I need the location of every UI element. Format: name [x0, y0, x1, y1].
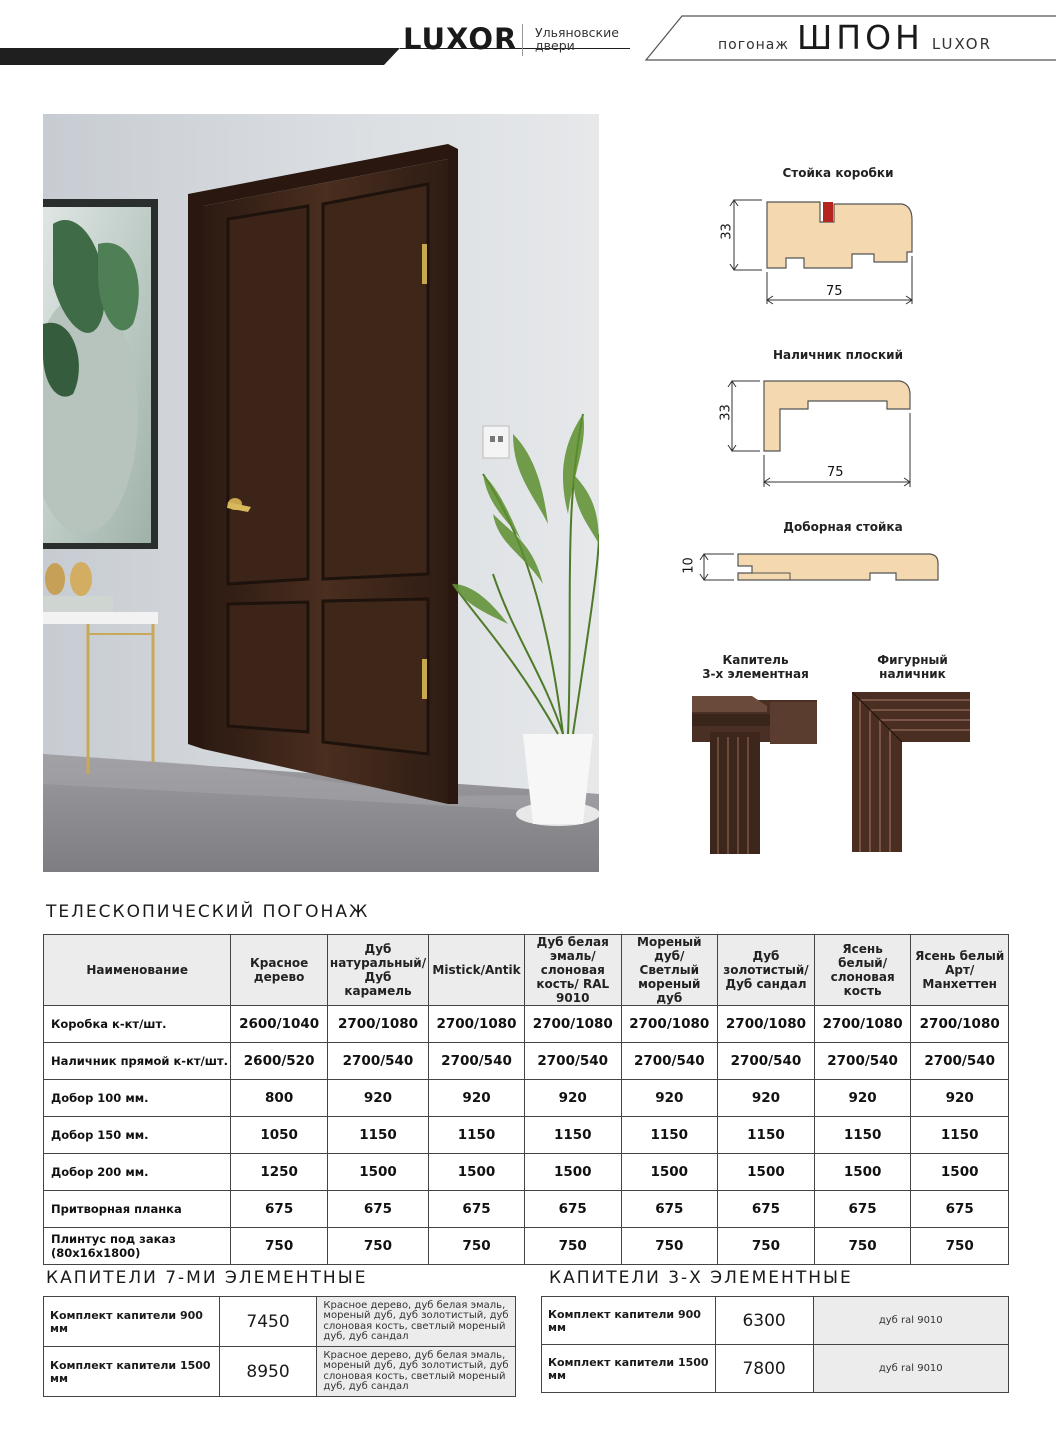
price-cell: 2600/1040: [231, 1006, 328, 1043]
figured-casing-label-line1: Фигурный: [877, 653, 948, 667]
capitals3-title: КАПИТЕЛИ 3-Х ЭЛЕМЕНТНЫЕ: [549, 1268, 853, 1288]
price-cell: 750: [718, 1228, 815, 1265]
logo-subtitle: Ульяновские двери: [535, 25, 619, 53]
header-title-main: ШПОН: [796, 18, 924, 57]
price-cell: 2600/520: [231, 1043, 328, 1080]
price-cell: 920: [718, 1080, 815, 1117]
price-cell: 2700/1080: [911, 1006, 1009, 1043]
price-cell: 2700/540: [327, 1043, 428, 1080]
row-name: Наличник прямой к-кт/шт.: [44, 1043, 231, 1080]
capitals3-table: [541, 1296, 1009, 1393]
price-cell: 675: [718, 1191, 815, 1228]
figured-casing-label: [845, 653, 980, 681]
price-cell: 750: [327, 1228, 428, 1265]
price-cell: 1500: [621, 1154, 718, 1191]
price-cell: 1500: [814, 1154, 911, 1191]
row-name: Комплект капители 900 мм: [542, 1297, 716, 1345]
price-cell: 675: [429, 1191, 525, 1228]
row-note: Красное дерево, дуб белая эмаль, мореный дуб, дуб золотистый, дуб слоновая кость, светлый мореный дуб, дуб сандал: [317, 1347, 516, 1397]
table-header-row: [44, 935, 1009, 1006]
table-row: [542, 1297, 1009, 1345]
price-cell: 2700/1080: [429, 1006, 525, 1043]
price-cell: 1250: [231, 1154, 328, 1191]
column-header: Дуб золотистый/ Дуб сандал: [718, 935, 815, 1006]
extension-height: 10: [681, 557, 697, 574]
table-row: [44, 1347, 516, 1397]
price-cell: 2700/540: [718, 1043, 815, 1080]
extension-profile: [690, 548, 945, 588]
price-cell: 1150: [429, 1117, 525, 1154]
row-name: Коробка к-кт/шт.: [44, 1006, 231, 1043]
row-note: Красное дерево, дуб белая эмаль, мореный дуб, дуб золотистый, дуб слоновая кость, светлый мореный дуб, дуб сандал: [317, 1297, 516, 1347]
price-cell: 920: [911, 1080, 1009, 1117]
price-cell: 2700/1080: [621, 1006, 718, 1043]
price-cell: 2700/540: [429, 1043, 525, 1080]
price-cell: 1500: [524, 1154, 621, 1191]
price-cell: 1150: [327, 1117, 428, 1154]
price-cell: 675: [524, 1191, 621, 1228]
frame-jamb-height: 33: [719, 223, 735, 240]
price-cell: 1500: [327, 1154, 428, 1191]
telescopic-price-table: [43, 934, 1009, 1265]
door-interior-photo: [43, 114, 599, 872]
price-cell: 920: [327, 1080, 428, 1117]
row-name: Добор 100 мм.: [44, 1080, 231, 1117]
price-cell: 2700/1080: [327, 1006, 428, 1043]
capital-label: [688, 653, 823, 681]
price-cell: 750: [231, 1228, 328, 1265]
table-row: [542, 1345, 1009, 1393]
table-row: [44, 1228, 1009, 1265]
row-price: 7450: [219, 1297, 317, 1347]
capital-image: [692, 692, 817, 854]
row-name: Комплект капители 1500 мм: [44, 1347, 220, 1397]
flat-casing-label: Наличник плоский: [773, 348, 903, 362]
logo-separator: [522, 24, 523, 56]
flat-casing-profile: [712, 375, 922, 490]
price-cell: 800: [231, 1080, 328, 1117]
price-cell: 1500: [911, 1154, 1009, 1191]
table-row: [44, 1154, 1009, 1191]
price-cell: 675: [327, 1191, 428, 1228]
price-cell: 675: [231, 1191, 328, 1228]
price-cell: 1150: [911, 1117, 1009, 1154]
capital-label-line2: 3-х элементная: [702, 667, 809, 681]
price-cell: 920: [814, 1080, 911, 1117]
row-name: Добор 150 мм.: [44, 1117, 231, 1154]
price-cell: 675: [621, 1191, 718, 1228]
capitals7-title: КАПИТЕЛИ 7-МИ ЭЛЕМЕНТНЫЕ: [46, 1268, 368, 1288]
table-row: [44, 1006, 1009, 1043]
price-cell: 1050: [231, 1117, 328, 1154]
price-cell: 750: [429, 1228, 525, 1265]
row-price: 6300: [715, 1297, 813, 1345]
header-title: [718, 18, 992, 57]
capital-label-line1: Капитель: [722, 653, 789, 667]
price-cell: 2700/540: [814, 1043, 911, 1080]
column-header: Дуб натуральный/ Дуб карамель: [327, 935, 428, 1006]
price-cell: 920: [429, 1080, 525, 1117]
column-header: Дуб белая эмаль/ слоновая кость/ RAL 9010: [524, 935, 621, 1006]
row-note: дуб ral 9010: [813, 1345, 1009, 1393]
row-price: 7800: [715, 1345, 813, 1393]
row-name: Комплект капители 900 мм: [44, 1297, 220, 1347]
table-row: [44, 1117, 1009, 1154]
column-header: Mistick/Antik: [429, 935, 525, 1006]
row-name: Добор 200 мм.: [44, 1154, 231, 1191]
price-cell: 750: [621, 1228, 718, 1265]
table-row: [44, 1297, 516, 1347]
row-name: Притворная планка: [44, 1191, 231, 1228]
column-header: Наименование: [44, 935, 231, 1006]
price-cell: 1150: [621, 1117, 718, 1154]
price-cell: 2700/1080: [524, 1006, 621, 1043]
capitals7-table: [43, 1296, 516, 1397]
price-cell: 2700/540: [911, 1043, 1009, 1080]
frame-jamb-label: Стойка коробки: [782, 166, 894, 180]
price-cell: 675: [814, 1191, 911, 1228]
flat-casing-width: 75: [827, 465, 844, 480]
figured-casing-image: [852, 692, 970, 852]
column-header: Красное дерево: [231, 935, 328, 1006]
flat-casing-height: 33: [718, 404, 734, 421]
extension-label: Доборная стойка: [783, 520, 903, 534]
price-cell: 1500: [429, 1154, 525, 1191]
price-cell: 1150: [814, 1117, 911, 1154]
price-cell: 675: [911, 1191, 1009, 1228]
header-title-prefix: погонаж: [718, 37, 789, 53]
header-title-suffix: LUXOR: [931, 35, 993, 53]
price-cell: 2700/1080: [718, 1006, 815, 1043]
price-cell: 1500: [718, 1154, 815, 1191]
table-row: [44, 1043, 1009, 1080]
column-header: Мореный дуб/ Светлый мореный дуб: [621, 935, 718, 1006]
price-cell: 750: [814, 1228, 911, 1265]
price-cell: 2700/540: [621, 1043, 718, 1080]
figured-casing-label-line2: наличник: [879, 667, 946, 681]
row-name: Комплект капители 1500 мм: [542, 1345, 716, 1393]
price-cell: 1150: [718, 1117, 815, 1154]
row-price: 8950: [219, 1347, 317, 1397]
header-dark-bar: [0, 48, 400, 65]
price-cell: 750: [911, 1228, 1009, 1265]
price-cell: 2700/540: [524, 1043, 621, 1080]
table-row: [44, 1191, 1009, 1228]
frame-jamb-width: 75: [826, 284, 843, 299]
price-cell: 750: [524, 1228, 621, 1265]
frame-jamb-profile: [712, 192, 922, 307]
column-header: Ясень белый/ слоновая кость: [814, 935, 911, 1006]
luxor-logo: LUXOR: [403, 22, 518, 56]
price-cell: 920: [621, 1080, 718, 1117]
row-name: Плинтус под заказ (80х16х1800): [44, 1228, 231, 1265]
column-header: Ясень белый Арт/ Манхеттен: [911, 935, 1009, 1006]
telescopic-title: ТЕЛЕСКОПИЧЕСКИЙ ПОГОНАЖ: [46, 902, 370, 922]
table-row: [44, 1080, 1009, 1117]
price-cell: 1150: [524, 1117, 621, 1154]
row-note: дуб ral 9010: [813, 1297, 1009, 1345]
price-cell: 920: [524, 1080, 621, 1117]
price-cell: 2700/1080: [814, 1006, 911, 1043]
